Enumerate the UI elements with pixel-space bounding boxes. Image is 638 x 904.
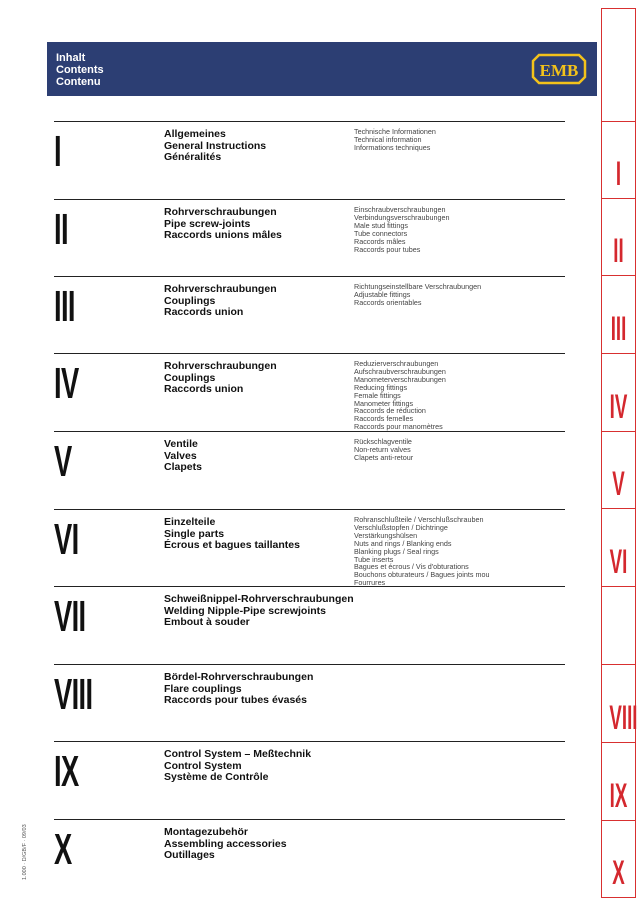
section-title-en: Valves — [164, 449, 197, 462]
section-numeral: X — [54, 825, 72, 874]
desc-line: Raccords orientables — [354, 297, 422, 307]
section-title-fr: Raccords unions mâles — [164, 229, 282, 242]
desc-line: Einschraubverschraubungen — [354, 205, 446, 214]
section-title-en: Pipe screw-joints — [164, 217, 251, 230]
section-title-fr: Raccords pour tubes évasés — [164, 694, 307, 707]
tab-section-4[interactable] — [602, 354, 635, 432]
desc-line: Raccords mâles — [354, 236, 406, 246]
desc-line: Verstärkungshülsen — [354, 530, 418, 540]
section-titles — [164, 594, 354, 629]
desc-line: Technical information — [354, 134, 422, 144]
section-description — [354, 516, 489, 587]
section-titles — [164, 439, 202, 474]
section-titles — [164, 129, 266, 164]
section-title-de: Rohrverschraubungen — [164, 283, 277, 295]
section-title-fr: Écrous et bagues taillantes — [164, 539, 300, 552]
section-title-en: Assembling accessories — [164, 837, 287, 850]
section-title-de: Einzelteile — [164, 516, 216, 528]
section-rule — [54, 353, 565, 354]
desc-line: Non-return valves — [354, 444, 411, 454]
desc-line: Informations techniques — [354, 142, 431, 152]
section-numeral: VI — [54, 515, 79, 564]
section-title-fr: Outillages — [164, 849, 215, 862]
section-title-en: Couplings — [164, 294, 216, 307]
section-rule — [54, 276, 565, 277]
section-4 — [47, 353, 565, 431]
section-description — [354, 360, 446, 431]
catalog-code: 1.000 · D/GB/F · 09/03 — [22, 824, 28, 880]
tab-label: II — [613, 232, 624, 270]
tab-section-9[interactable] — [602, 743, 635, 821]
section-9 — [47, 741, 565, 819]
section-numeral: I — [54, 127, 61, 176]
logo-text: EMB — [539, 61, 579, 80]
tab-label: V — [612, 465, 625, 503]
desc-line: Manometerverschraubungen — [354, 374, 446, 384]
section-titles — [164, 207, 282, 242]
tab-label: I — [615, 155, 622, 193]
section-description — [354, 438, 413, 462]
tab-section-8[interactable] — [602, 665, 638, 743]
tab-section-5[interactable] — [602, 432, 635, 509]
desc-line: Tube inserts — [354, 554, 394, 564]
section-titles — [164, 517, 300, 552]
section-10 — [47, 819, 565, 897]
desc-line: Blanking plugs / Seal rings — [354, 546, 439, 556]
section-title-fr: Raccords union — [164, 306, 244, 319]
tab-label: III — [610, 310, 627, 348]
section-title-de: Ventile — [164, 438, 198, 450]
tab-label: IX — [609, 777, 628, 815]
section-numeral: IV — [54, 359, 79, 408]
header-title-fr: Contenu — [56, 76, 101, 88]
desc-line: Fourrures — [354, 578, 386, 588]
desc-line: Reduzierverschraubungen — [354, 359, 439, 368]
desc-line: Raccords de réduction — [354, 406, 426, 416]
tab-section-2[interactable] — [602, 199, 635, 276]
section-numeral: III — [54, 282, 75, 331]
emb-logo — [531, 52, 587, 86]
desc-line: Raccords femelles — [354, 414, 414, 424]
header-title-de: Inhalt — [56, 52, 86, 64]
section-titles — [164, 284, 277, 319]
section-title-en: Welding Nipple-Pipe screwjoints — [164, 604, 326, 617]
section-numeral: V — [54, 437, 72, 486]
thumb-index — [601, 8, 636, 898]
desc-line: Bouchons obturateurs / Bagues joints mou — [354, 570, 490, 580]
desc-line: Nuts and rings / Blanking ends — [354, 538, 452, 548]
tab-section-3[interactable] — [602, 276, 635, 354]
section-numeral: IX — [54, 747, 79, 796]
section-titles — [164, 361, 277, 396]
desc-line: Male stud fittings — [354, 220, 408, 230]
desc-line: Rohranschlußteile / Verschlußschrauben — [354, 515, 484, 524]
desc-line: Verschlußstopfen / Dichtringe — [354, 522, 448, 532]
section-title-de: Bördel-Rohrverschraubungen — [164, 671, 314, 683]
desc-line: Bagues et écrous / Vis d'obturations — [354, 562, 469, 572]
header-bar — [47, 42, 597, 96]
section-titles — [164, 827, 287, 862]
section-3 — [47, 276, 565, 354]
section-5 — [47, 431, 565, 509]
section-description — [354, 206, 450, 253]
section-title-en: Control System — [164, 759, 242, 772]
section-1 — [47, 121, 565, 199]
section-title-en: Flare couplings — [164, 682, 242, 695]
tab-section-7[interactable] — [602, 587, 635, 665]
tab-label: VI — [609, 543, 628, 581]
section-rule — [54, 586, 565, 587]
tab-section-1[interactable] — [602, 122, 635, 199]
section-title-de: Schweißnippel-Rohrverschraubungen — [164, 593, 354, 605]
desc-line: Richtungseinstellbare Verschraubungen — [354, 282, 482, 291]
desc-line: Female fittings — [354, 390, 401, 400]
section-title-fr: Généralités — [164, 151, 222, 164]
section-title-fr: Raccords union — [164, 383, 244, 396]
section-numeral: II — [54, 205, 68, 254]
section-6 — [47, 509, 565, 587]
section-rule — [54, 509, 565, 510]
header-titles — [56, 52, 104, 88]
section-rule — [54, 431, 565, 432]
section-rule — [54, 121, 565, 122]
section-7 — [47, 586, 565, 664]
section-rule — [54, 819, 565, 820]
section-title-en: Single parts — [164, 527, 225, 540]
section-title-de: Allgemeines — [164, 128, 226, 140]
section-rule — [54, 741, 565, 742]
desc-line: Reducing fittings — [354, 382, 408, 392]
desc-line: Clapets anti-retour — [354, 452, 414, 462]
header-title-en: Contents — [56, 64, 104, 76]
section-8 — [47, 664, 565, 742]
section-title-de: Control System – Meßtechnik — [164, 748, 312, 760]
tab-label: VIII — [609, 699, 638, 737]
section-numeral: VII — [54, 592, 86, 641]
desc-line: Manometer fittings — [354, 398, 414, 408]
section-rule — [54, 664, 565, 665]
section-title-de: Rohrverschraubungen — [164, 206, 277, 218]
desc-line: Technische Informationen — [354, 127, 436, 136]
desc-line: Raccords pour manomètres — [354, 422, 443, 432]
desc-line: Aufschraubverschraubungen — [354, 366, 446, 376]
section-title-fr: Système de Contrôle — [164, 771, 269, 784]
desc-line: Adjustable fittings — [354, 289, 411, 299]
section-2 — [47, 199, 565, 277]
tab-label: X — [612, 854, 625, 892]
desc-line: Rückschlagventile — [354, 437, 412, 446]
section-rule — [54, 199, 565, 200]
section-title-fr: Embout à souder — [164, 616, 250, 629]
section-titles — [164, 749, 311, 784]
section-title-fr: Clapets — [164, 461, 202, 474]
section-title-en: Couplings — [164, 371, 216, 384]
section-title-de: Montagezubehör — [164, 826, 248, 838]
section-titles — [164, 672, 313, 707]
desc-line: Verbindungsverschraubungen — [354, 212, 450, 222]
section-description — [354, 128, 436, 152]
section-title-de: Rohrverschraubungen — [164, 360, 277, 372]
tab-section-10[interactable] — [602, 821, 635, 897]
section-description — [354, 283, 481, 307]
section-numeral: VIII — [54, 670, 93, 719]
tab-section-6[interactable] — [602, 509, 635, 587]
section-title-en: General Instructions — [164, 139, 267, 152]
desc-line: Tube connectors — [354, 228, 408, 238]
tab-blank-top — [602, 9, 635, 122]
desc-line: Raccords pour tubes — [354, 244, 421, 254]
tab-label: IV — [609, 388, 628, 426]
